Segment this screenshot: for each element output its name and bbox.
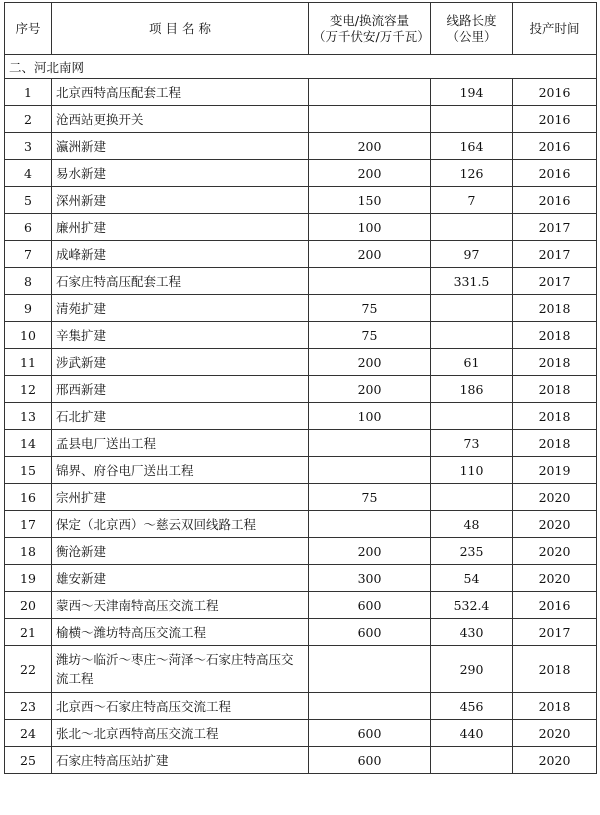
row-length xyxy=(431,106,513,133)
row-capacity: 75 xyxy=(309,484,431,511)
row-capacity: 200 xyxy=(309,160,431,187)
row-length: 440 xyxy=(431,720,513,747)
row-capacity: 150 xyxy=(309,187,431,214)
row-seq: 7 xyxy=(5,241,52,268)
header-name: 项 目 名 称 xyxy=(52,3,309,55)
row-capacity xyxy=(309,268,431,295)
table-row xyxy=(5,79,597,106)
header-length-line2: （公里） xyxy=(446,28,497,44)
row-capacity xyxy=(309,79,431,106)
row-capacity: 75 xyxy=(309,322,431,349)
table-row xyxy=(5,349,597,376)
table-row xyxy=(5,619,597,646)
header-year: 投产时间 xyxy=(513,3,597,55)
row-year: 2018 xyxy=(513,403,597,430)
row-capacity: 200 xyxy=(309,241,431,268)
row-capacity: 300 xyxy=(309,565,431,592)
table-row xyxy=(5,538,597,565)
row-seq: 2 xyxy=(5,106,52,133)
header-capacity-line2: （万千伏安/万千瓦） xyxy=(313,28,430,44)
row-year: 2016 xyxy=(513,160,597,187)
row-name: 孟县电厂送出工程 xyxy=(52,430,309,457)
row-seq: 25 xyxy=(5,747,52,774)
row-seq: 17 xyxy=(5,511,52,538)
header-capacity xyxy=(309,3,431,55)
row-name: 邢西新建 xyxy=(52,376,309,403)
row-year: 2020 xyxy=(513,538,597,565)
row-name: 瀛洲新建 xyxy=(52,133,309,160)
row-name: 石家庄特高压配套工程 xyxy=(52,268,309,295)
row-year: 2018 xyxy=(513,349,597,376)
row-length: 126 xyxy=(431,160,513,187)
row-year: 2020 xyxy=(513,511,597,538)
row-length: 290 xyxy=(431,646,513,693)
row-year: 2016 xyxy=(513,79,597,106)
row-capacity: 200 xyxy=(309,349,431,376)
row-year: 2016 xyxy=(513,133,597,160)
row-name: 北京西特高压配套工程 xyxy=(52,79,309,106)
row-seq: 1 xyxy=(5,79,52,106)
row-seq: 20 xyxy=(5,592,52,619)
row-capacity: 600 xyxy=(309,720,431,747)
header-row xyxy=(5,3,597,55)
row-year: 2017 xyxy=(513,268,597,295)
table-row xyxy=(5,720,597,747)
row-year: 2017 xyxy=(513,241,597,268)
row-name: 保定（北京西）～慈云双回线路工程 xyxy=(52,511,309,538)
row-name: 成峰新建 xyxy=(52,241,309,268)
row-seq: 23 xyxy=(5,693,52,720)
row-length: 48 xyxy=(431,511,513,538)
table-row xyxy=(5,106,597,133)
row-length xyxy=(431,322,513,349)
row-year: 2018 xyxy=(513,646,597,693)
row-capacity xyxy=(309,511,431,538)
header-seq: 序号 xyxy=(5,3,52,55)
row-name: 涉武新建 xyxy=(52,349,309,376)
row-seq: 8 xyxy=(5,268,52,295)
row-length: 73 xyxy=(431,430,513,457)
table-row xyxy=(5,693,597,720)
row-seq: 12 xyxy=(5,376,52,403)
table-row xyxy=(5,187,597,214)
row-capacity: 600 xyxy=(309,592,431,619)
row-length: 430 xyxy=(431,619,513,646)
row-length: 331.5 xyxy=(431,268,513,295)
row-length xyxy=(431,747,513,774)
row-length: 186 xyxy=(431,376,513,403)
row-year: 2017 xyxy=(513,214,597,241)
table-row xyxy=(5,214,597,241)
row-length: 235 xyxy=(431,538,513,565)
row-name: 榆横～潍坊特高压交流工程 xyxy=(52,619,309,646)
row-year: 2018 xyxy=(513,322,597,349)
table-row xyxy=(5,376,597,403)
row-length: 194 xyxy=(431,79,513,106)
row-length xyxy=(431,295,513,322)
row-length xyxy=(431,403,513,430)
row-name: 潍坊～临沂～枣庄～菏泽～石家庄特高压交流工程 xyxy=(52,646,309,693)
row-length: 532.4 xyxy=(431,592,513,619)
table-row xyxy=(5,295,597,322)
row-name: 蒙西～天津南特高压交流工程 xyxy=(52,592,309,619)
table-row xyxy=(5,646,597,693)
row-name: 宗州扩建 xyxy=(52,484,309,511)
section-row xyxy=(5,55,597,79)
table-row xyxy=(5,430,597,457)
row-seq: 6 xyxy=(5,214,52,241)
row-seq: 18 xyxy=(5,538,52,565)
row-year: 2018 xyxy=(513,430,597,457)
row-name: 北京西～石家庄特高压交流工程 xyxy=(52,693,309,720)
row-year: 2019 xyxy=(513,457,597,484)
row-name: 清苑扩建 xyxy=(52,295,309,322)
row-name: 石北扩建 xyxy=(52,403,309,430)
header-length-line1: 线路长度 xyxy=(446,12,497,28)
row-seq: 15 xyxy=(5,457,52,484)
row-length xyxy=(431,484,513,511)
row-seq: 5 xyxy=(5,187,52,214)
row-seq: 21 xyxy=(5,619,52,646)
header-capacity-line1: 变电/换流容量 xyxy=(329,12,410,28)
row-capacity xyxy=(309,693,431,720)
row-seq: 9 xyxy=(5,295,52,322)
row-capacity xyxy=(309,430,431,457)
row-length: 164 xyxy=(431,133,513,160)
row-capacity xyxy=(309,106,431,133)
row-seq: 11 xyxy=(5,349,52,376)
row-seq: 14 xyxy=(5,430,52,457)
table-row xyxy=(5,268,597,295)
row-year: 2018 xyxy=(513,376,597,403)
row-capacity: 600 xyxy=(309,747,431,774)
table-row xyxy=(5,484,597,511)
table-row xyxy=(5,133,597,160)
row-name: 石家庄特高压站扩建 xyxy=(52,747,309,774)
row-capacity xyxy=(309,457,431,484)
table-row xyxy=(5,457,597,484)
row-name: 易水新建 xyxy=(52,160,309,187)
row-year: 2018 xyxy=(513,693,597,720)
row-length: 110 xyxy=(431,457,513,484)
row-length: 97 xyxy=(431,241,513,268)
row-year: 2016 xyxy=(513,592,597,619)
table-row xyxy=(5,592,597,619)
row-year: 2016 xyxy=(513,187,597,214)
section-title: 二、河北南网 xyxy=(5,55,597,79)
row-length: 7 xyxy=(431,187,513,214)
row-length: 54 xyxy=(431,565,513,592)
row-length: 456 xyxy=(431,693,513,720)
header-length xyxy=(431,3,513,55)
row-name: 锦界、府谷电厂送出工程 xyxy=(52,457,309,484)
table-row xyxy=(5,565,597,592)
row-capacity xyxy=(309,646,431,693)
table-row xyxy=(5,160,597,187)
row-name: 张北～北京西特高压交流工程 xyxy=(52,720,309,747)
row-seq: 22 xyxy=(5,646,52,693)
row-name: 廉州扩建 xyxy=(52,214,309,241)
row-year: 2018 xyxy=(513,295,597,322)
row-year: 2020 xyxy=(513,565,597,592)
row-name: 深州新建 xyxy=(52,187,309,214)
row-seq: 4 xyxy=(5,160,52,187)
row-year: 2017 xyxy=(513,619,597,646)
row-seq: 19 xyxy=(5,565,52,592)
row-year: 2016 xyxy=(513,106,597,133)
row-capacity: 200 xyxy=(309,538,431,565)
row-name: 衡沧新建 xyxy=(52,538,309,565)
table-row xyxy=(5,322,597,349)
row-capacity: 600 xyxy=(309,619,431,646)
row-capacity: 75 xyxy=(309,295,431,322)
row-seq: 24 xyxy=(5,720,52,747)
row-year: 2020 xyxy=(513,720,597,747)
row-year: 2020 xyxy=(513,484,597,511)
row-name: 雄安新建 xyxy=(52,565,309,592)
row-capacity: 200 xyxy=(309,133,431,160)
row-capacity: 100 xyxy=(309,403,431,430)
row-name: 沧西站更换开关 xyxy=(52,106,309,133)
row-year: 2020 xyxy=(513,747,597,774)
table-row xyxy=(5,747,597,774)
table-row xyxy=(5,241,597,268)
row-length xyxy=(431,214,513,241)
table-row xyxy=(5,403,597,430)
row-length: 61 xyxy=(431,349,513,376)
projects-table xyxy=(4,2,597,774)
row-seq: 3 xyxy=(5,133,52,160)
table-row xyxy=(5,511,597,538)
row-seq: 13 xyxy=(5,403,52,430)
row-capacity: 100 xyxy=(309,214,431,241)
row-seq: 10 xyxy=(5,322,52,349)
row-seq: 16 xyxy=(5,484,52,511)
row-name: 辛集扩建 xyxy=(52,322,309,349)
row-capacity: 200 xyxy=(309,376,431,403)
